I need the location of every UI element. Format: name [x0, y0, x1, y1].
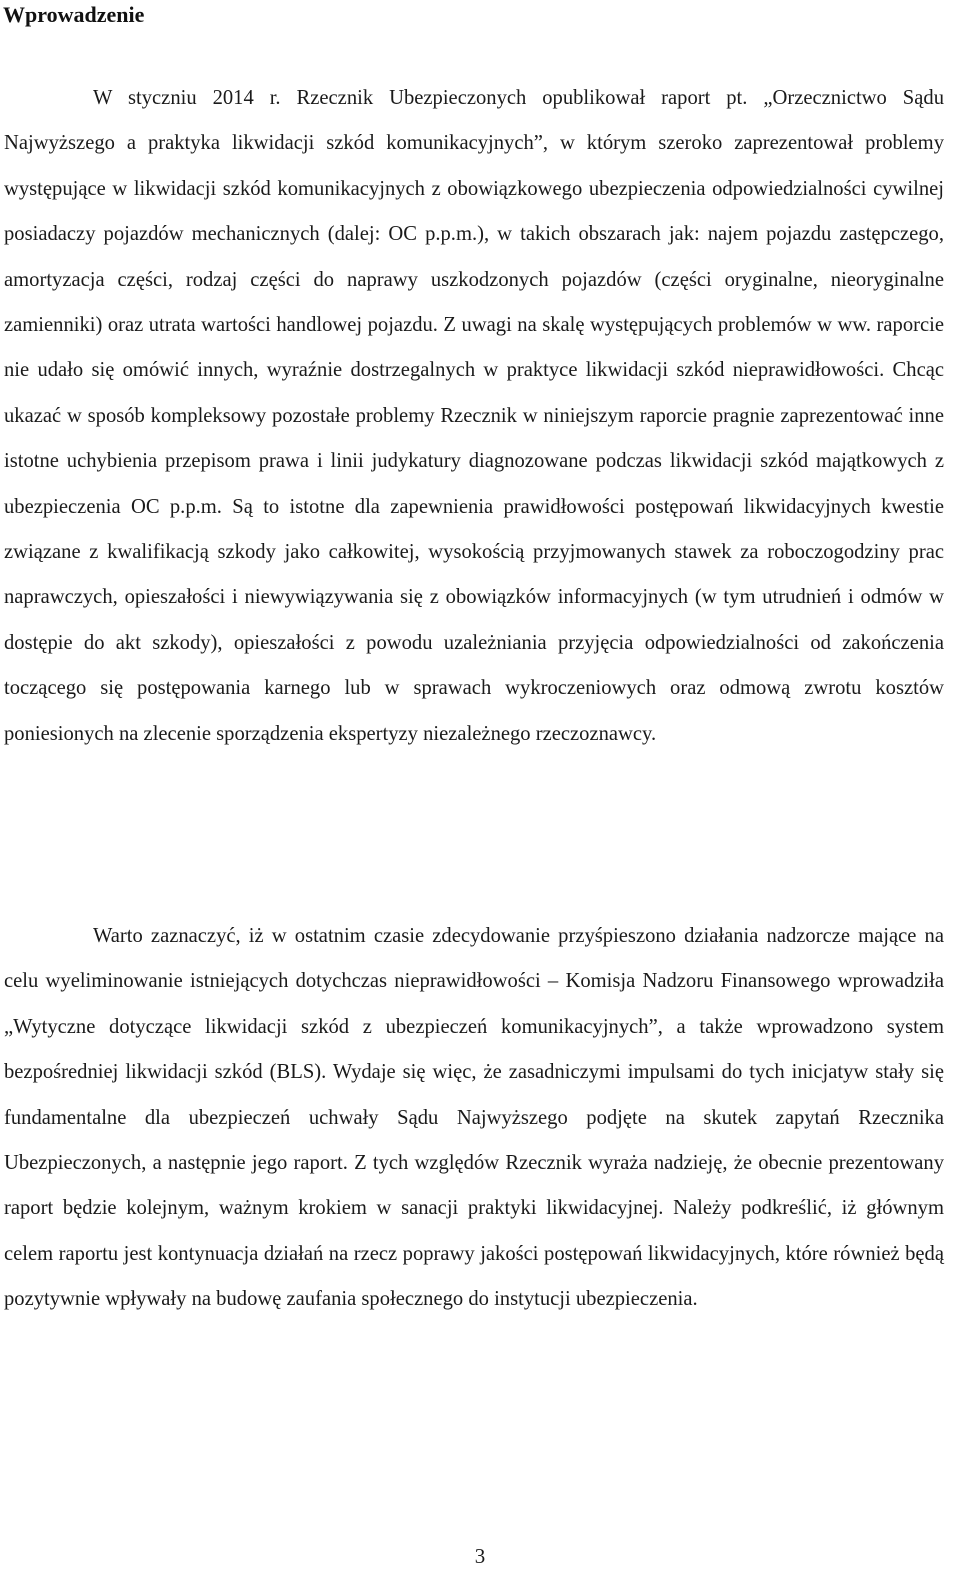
paragraph-introduction: W styczniu 2014 r. Rzecznik Ubezpieczonych opublikował raport pt. „Orzecznictwo Sądu Najwyższego a praktyka likwidacji szkód komunikacyjnych”, w którym szeroko zaprezentował problemy występujące w likwidacji szkód komunikacyjnych z obowiązkowego ubezpieczenia odpowiedzialności cywilnej posiadaczy pojazdów mechanicznych (dalej: OC p.p.m.), w takich obszarach jak: najem pojazdu zastępczego, amortyzacja części, rodzaj części do naprawy uszkodzonych pojazdów (części oryginalne, nieoryginalne zamienniki) oraz utrata wartości handlowej pojazdu. Z uwagi na skalę występujących problemów w ww. raporcie nie udało się omówić innych, wyraźnie dostrzegalnych w praktyce likwidacji szkód nieprawidłowości. Chcąc ukazać w sposób kompleksowy pozostałe problemy Rzecznik w niniejszym raporcie pragnie zaprezentować inne istotne uchybienia przepisom prawa i linii judykatury diagnozowane podczas likwidacji szkód majątkowych z ubezpieczenia OC p.p.m. Są to istotne dla zapewnienia prawidłowości postępowań likwidacyjnych kwestie związane z kwalifikacją szkody jako całkowitej, wysokością przyjmowanych stawek za roboczogodziny prac naprawczych, opieszałości i niewywiązywania się z obowiązków informacyjnych (w tym utrudnień i odmów w dostępie do akt szkody), opieszałości z powodu uzależniania przyjęcia odpowiedzialności od zakończenia toczącego się postępowania karnego lub w sprawach wykroczeniowych oraz odmową zwrotu kosztów poniesionych na zlecenie sporządzenia ekspertyzy niezależnego rzeczoznawcy. [4, 87, 944, 745]
paragraph-supervision: Warto zaznaczyć, iż w ostatnim czasie zdecydowanie przyśpieszono działania nadzorcze mające na celu wyeliminowanie istniejących dotychczas nieprawidłowości – Komisja Nadzoru Finansowego wprowadziła „Wytyczne dotyczące likwidacji szkód z ubezpieczeń komunikacyjnych”, a także wprowadzono system bezpośredniej likwidacji szkód (BLS). Wydaje się więc, że zasadniczymi impulsami do tych inicjatyw stały się fundamentalne dla ubezpieczeń uchwały Sądu Najwyższego podjęte na skutek zapytań Rzecznika Ubezpieczonych, a następnie jego raport. Z tych względów Rzecznik wyraża nadzieję, że obecnie prezentowany raport będzie kolejnym, ważnym krokiem w sanacji praktyki likwidacyjnej. Należy podkreślić, iż głównym celem raportu jest kontynuacja działań na rzecz poprawy jakości postępowań likwidacyjnych, które również będą pozytywnie wpływały na budowę zaufania społecznego do instytucji ubezpieczenia. [4, 925, 944, 1311]
page-number: 3 [474, 1544, 486, 1568]
section-heading: Wprowadzenie [3, 2, 145, 27]
